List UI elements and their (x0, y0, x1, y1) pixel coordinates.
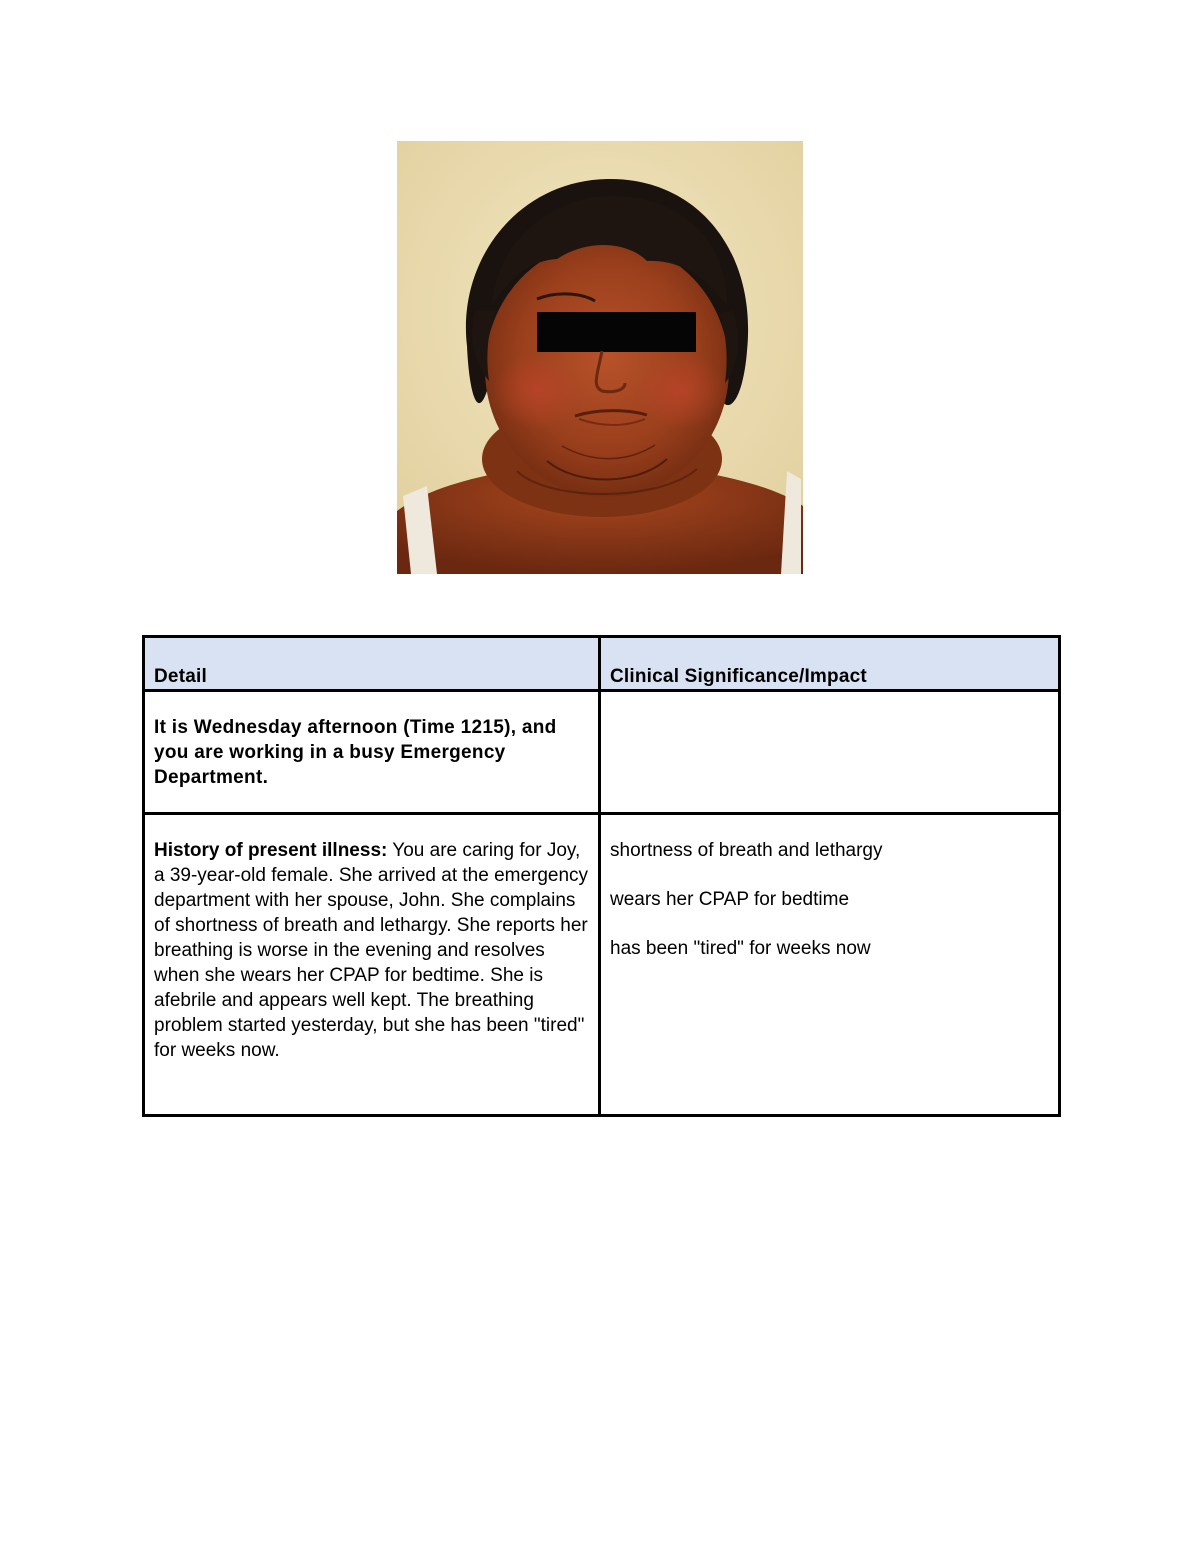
history-significance-cell (600, 814, 1060, 1116)
scene-detail-text: It is Wednesday afternoon (Time 1215), and you are working in a busy Emergency Department. (154, 717, 557, 788)
header-clinical-significance: Clinical Significance/Impact (600, 637, 1060, 691)
history-detail-cell (144, 814, 600, 1116)
patient-photo (397, 141, 803, 574)
case-study-table (142, 635, 1061, 1117)
history-text: You are caring for Joy, a 39-year-old female. She arrived at the emergency department with her spouse, John. She complains of shortness of breath and lethargy. She reports her breathing is worse in the evening and resolves when she wears her CPAP for bedtime. She is afebrile and appears well kept. The breathing problem started yesterday, but she has been "tired" for weeks now. (154, 840, 589, 1061)
patient-photo-drawing (397, 141, 803, 574)
table-header-row (144, 637, 1060, 691)
table-row-history (144, 814, 1060, 1116)
significance-item: has been "tired" for weeks now (610, 938, 871, 959)
header-detail: Detail (144, 637, 600, 691)
table-row-scene (144, 691, 1060, 814)
history-label: History of present illness: (154, 840, 388, 861)
significance-item: shortness of breath and lethargy (610, 840, 883, 861)
scene-detail-cell (144, 691, 600, 814)
scene-significance-cell (600, 691, 1060, 814)
significance-item: wears her CPAP for bedtime (610, 889, 850, 910)
